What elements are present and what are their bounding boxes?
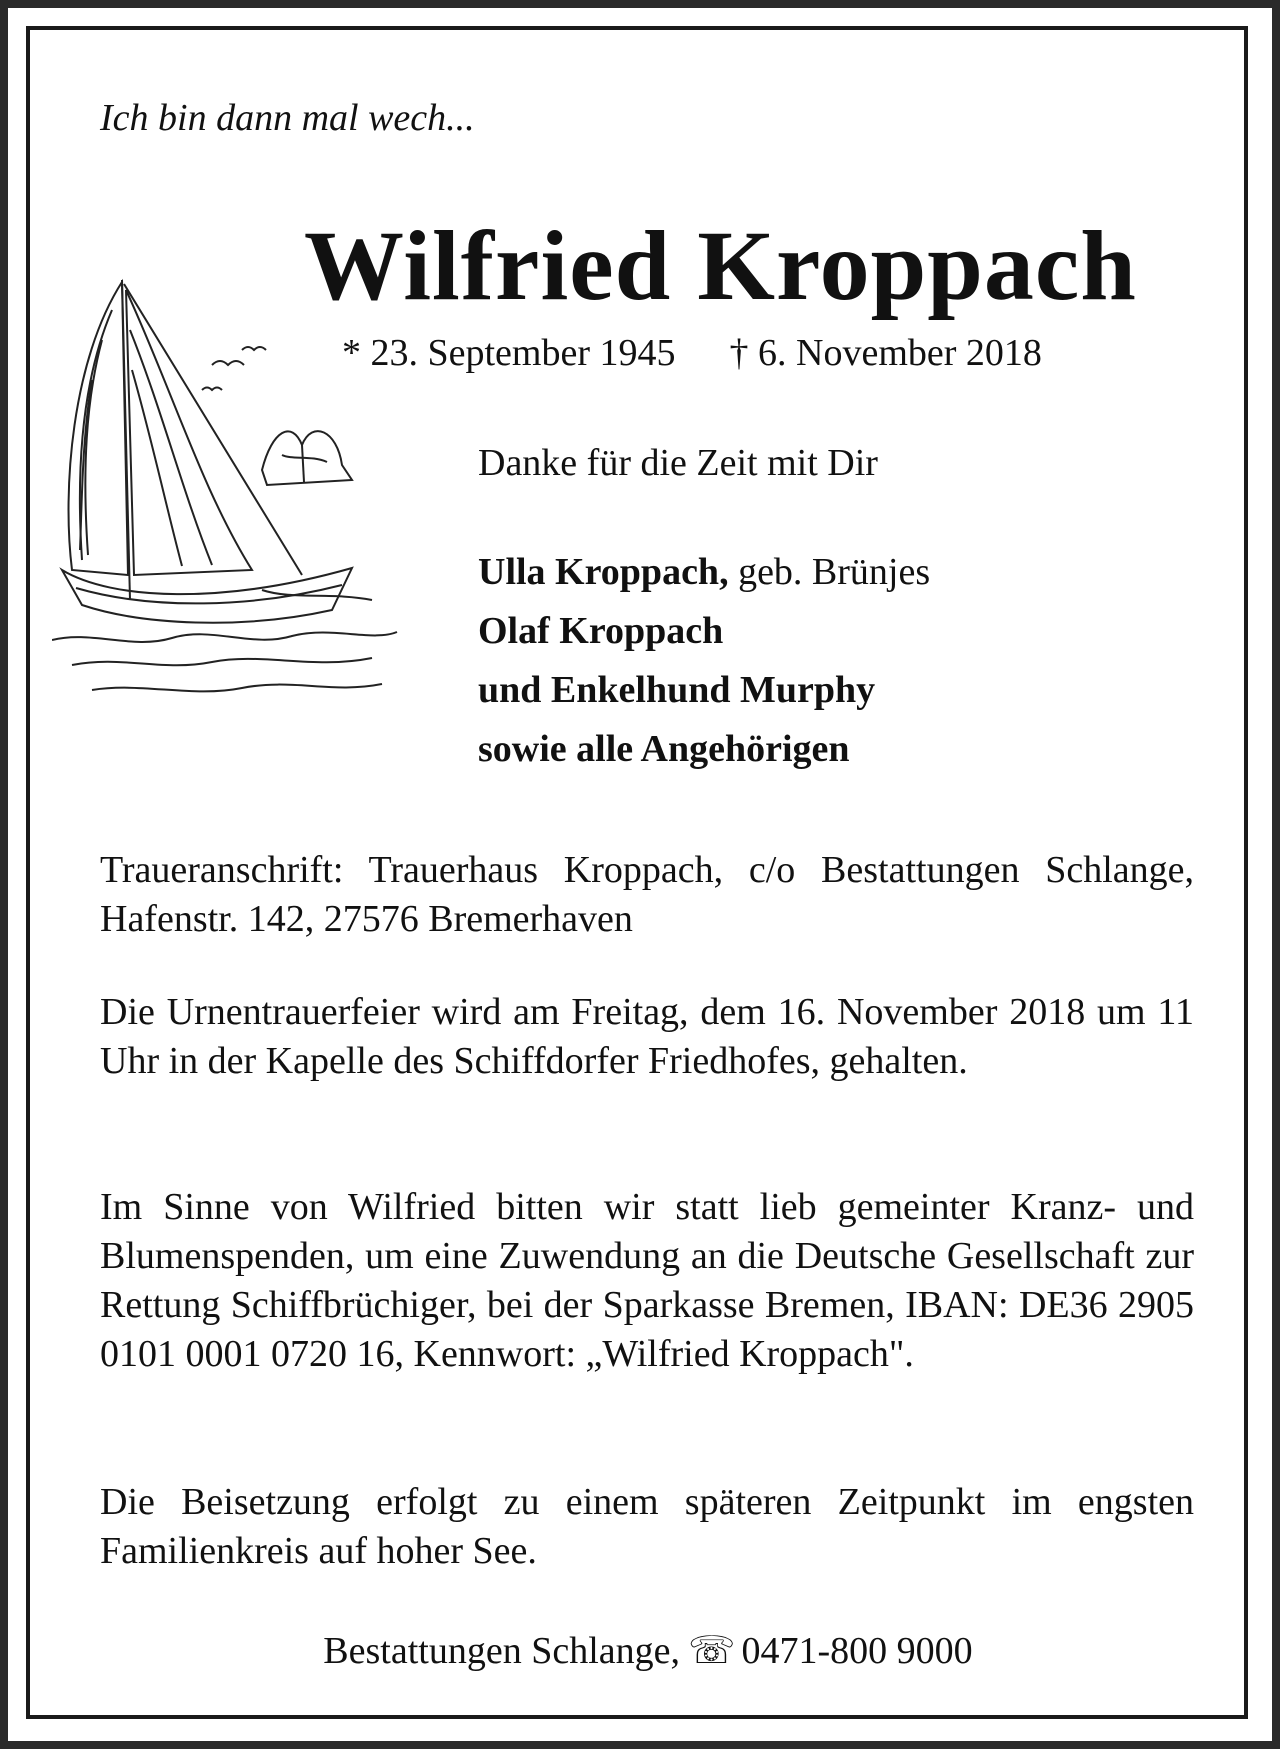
phone-icon: ☏ [688, 1630, 736, 1672]
funeral-info: Die Urnentrauerfeier wird am Freitag, dem 16. November 2018 um 11 Uhr in der Kapelle des Schiffdorfer Friedhofes, gehalten. [100, 991, 1194, 1082]
birth-date: * 23. September 1945 [342, 332, 676, 374]
phone-number: 0471-800 9000 [741, 1630, 973, 1672]
mourner-name: sowie alle Angehörigen [478, 728, 850, 770]
burial-info: Die Beisetzung erfolgt zu einem späteren Zeitpunkt im engsten Familienkreis auf hoher See. [100, 1481, 1194, 1572]
sailboat-sketch-icon [52, 270, 402, 710]
funeral-home-footer [8, 1628, 1280, 1673]
mourner-name: und Enkelhund Murphy [478, 669, 876, 711]
mourner-note: geb. Brünjes [728, 551, 931, 593]
deceased-name: Wilfried Kroppach [304, 210, 1137, 321]
mourners-list [478, 543, 930, 779]
notice-sheet [8, 8, 1272, 1741]
mourning-address: Traueranschrift: Trauerhaus Kroppach, c/o Bestattungen Schlange, Hafenstr. 142, 27576 Bremerhaven [100, 849, 1194, 940]
life-dates [342, 331, 1042, 375]
death-date: † 6. November 2018 [729, 332, 1042, 374]
thanks-line: Danke für die Zeit mit Dir [478, 442, 878, 484]
mourner-line [478, 543, 930, 602]
donation-request: Im Sinne von Wilfried bitten wir statt lieb gemeinter Kranz- und Blumenspenden, um eine Zuwendung an die Deutsche Gesellschaft zur Rettung Schiffbrüchiger, bei der Sparkasse Bremen, IBAN: DE36 2905 0101 0001 0720 16, Kennwort: „Wilfried Kroppach". [100, 1186, 1194, 1375]
mourner-line [478, 602, 930, 661]
mourner-line [478, 720, 930, 779]
motto: Ich bin dann mal wech... [100, 97, 475, 139]
mourner-name: Olaf Kroppach [478, 610, 724, 652]
mourner-name: Ulla Kroppach, [478, 551, 729, 593]
mourner-line [478, 661, 930, 720]
funeral-home-name: Bestattungen Schlange, [323, 1630, 680, 1672]
